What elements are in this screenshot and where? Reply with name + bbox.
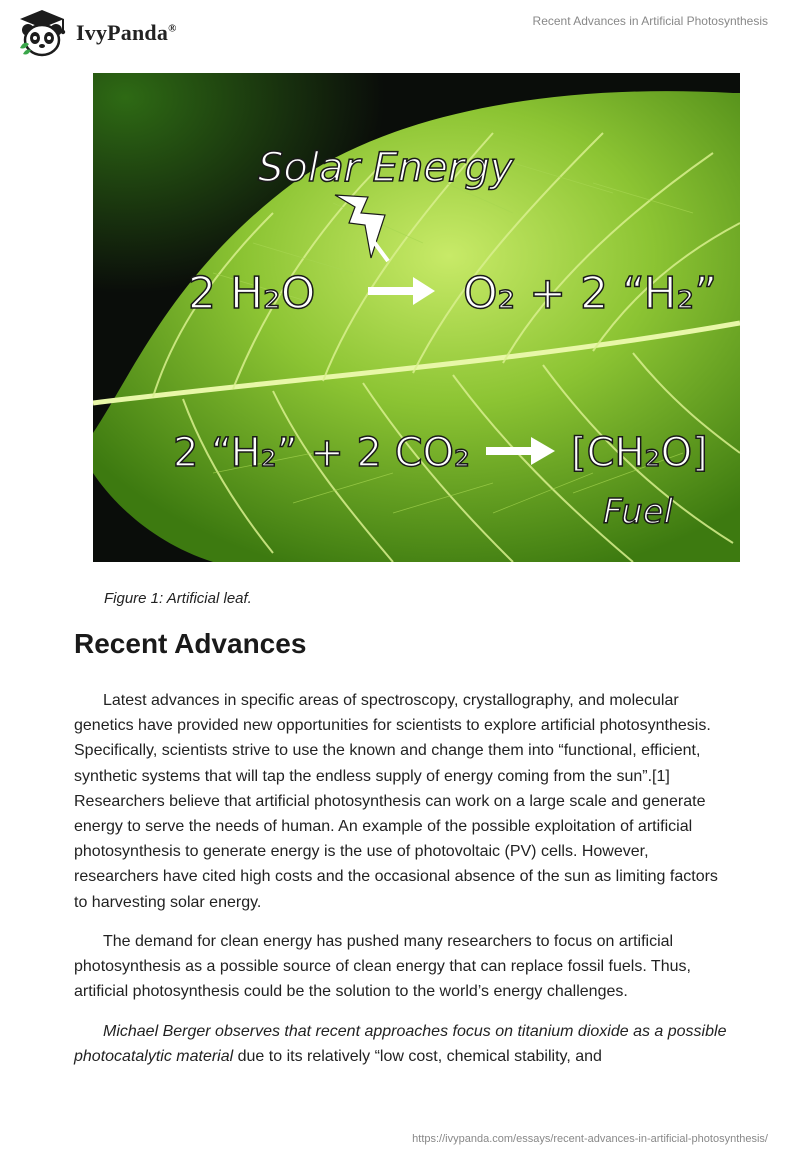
fuel-label: Fuel (603, 492, 674, 532)
footer-url-link[interactable]: https://ivypanda.com/essays/recent-advances-in-artificial-photosynthesis/ (412, 1133, 768, 1145)
equation-2-left: 2 “H₂” + 2 CO₂ (173, 430, 471, 476)
artificial-leaf-figure (93, 73, 740, 562)
ivypanda-logo[interactable] (16, 8, 177, 58)
paragraph-3 (74, 1019, 734, 1069)
equation-2-right: [CH₂O] (571, 430, 708, 476)
brand-name: IvyPanda® (76, 20, 177, 45)
equation-1-right: O₂ + 2 “H₂” (463, 268, 718, 319)
page-header (0, 0, 800, 60)
equation-1-left: 2 H₂O (188, 268, 316, 319)
figure-caption: Figure 1: Artificial leaf. (104, 590, 252, 607)
section-heading: Recent Advances (74, 628, 307, 659)
leaf-illustration (93, 73, 740, 562)
paragraph-3-italic: Michael Berger observes that recent approaches focus on titanium dioxide as a possible photocatalytic material (74, 1023, 727, 1066)
paragraph-3-rest: due to its relatively “low cost, chemical stability, and (233, 1048, 602, 1066)
paragraph-2: The demand for clean energy has pushed many researchers to focus on artificial photosynthesis as a possible source of clean energy that can replace fossil fuels. Thus, artificial photosynthesis could be the solution to the world’s energy challenges. (74, 933, 691, 1001)
panda-graduate-icon (16, 8, 68, 58)
document-title: Recent Advances in Artificial Photosynthesis (532, 14, 768, 28)
solar-energy-label: Solar Energy (258, 145, 514, 191)
paragraph-1: Latest advances in specific areas of spectroscopy, crystallography, and molecular genetics have provided new opportunities for scientists to explore artificial photosynthesis. Specifically, scientists strive to use the known and change them into “functional, efficient, synthetic systems that will tap the endless supply of energy coming from the sun”.[1] Researchers believe that artificial photosynthesis can work on a large scale and generate energy to serve the needs of human. An example of the possible exploitation of artificial photosynthesis to generate energy is the use of photovoltaic (PV) cells. However, researchers have cited high costs and the occasional absence of the sun as limiting factors to harvesting solar energy. (74, 692, 718, 911)
